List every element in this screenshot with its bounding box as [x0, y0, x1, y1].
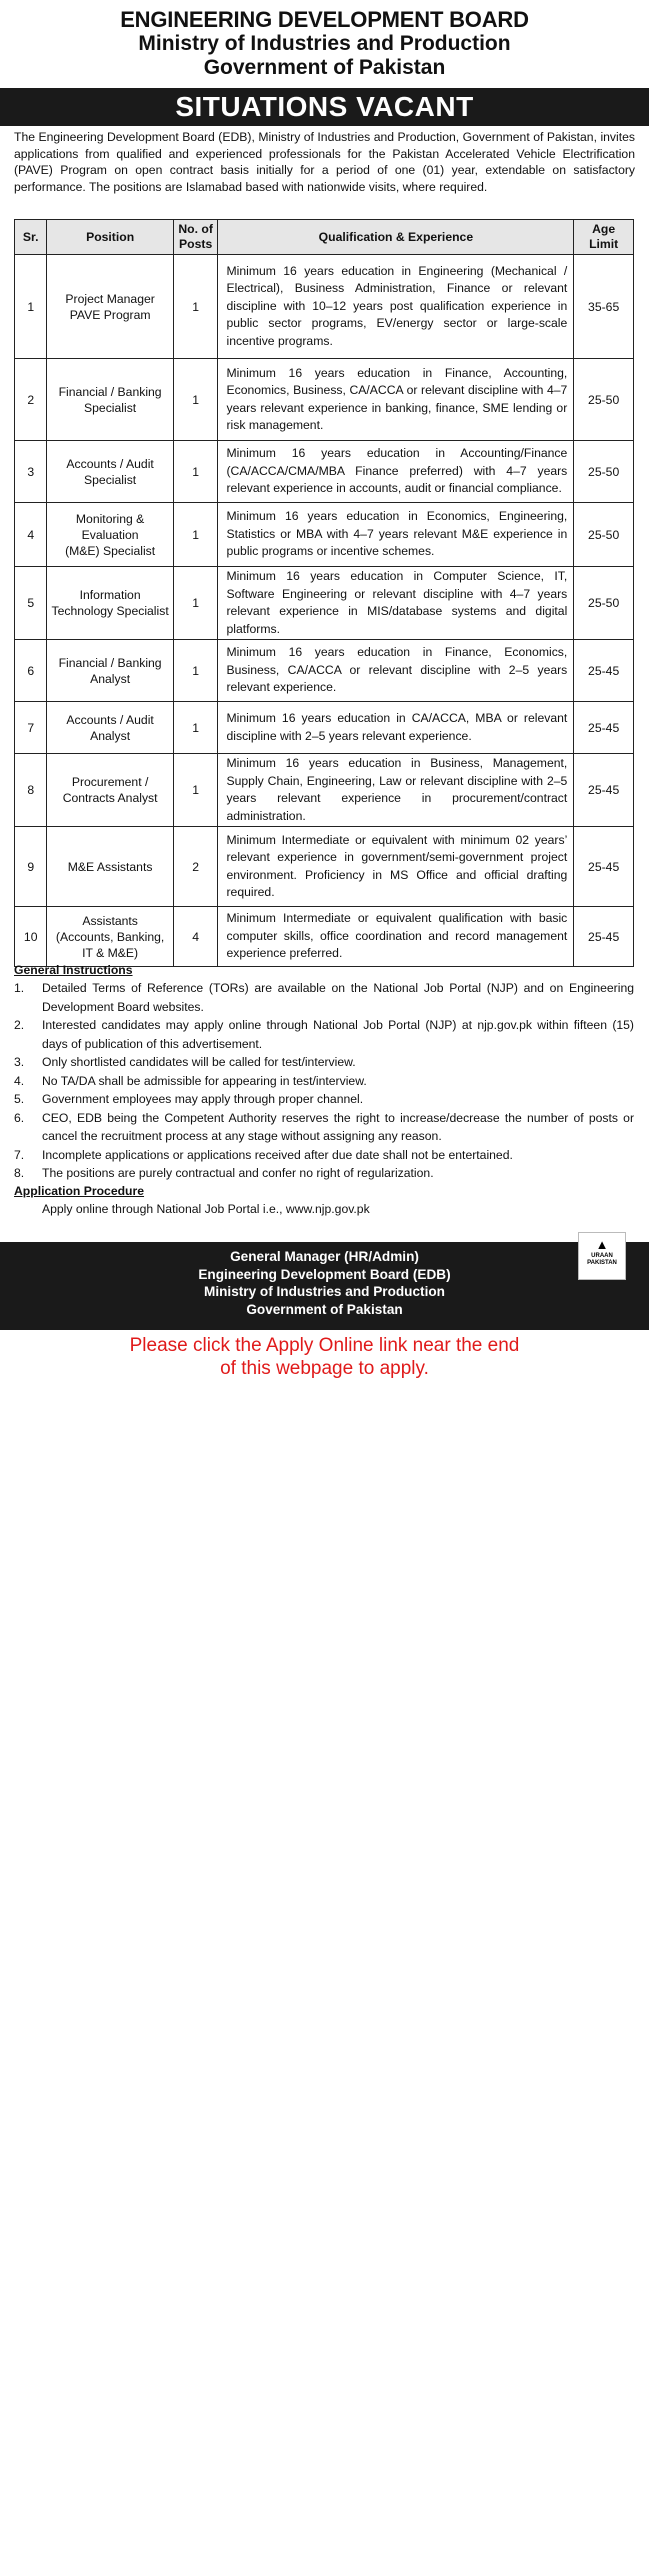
- table-row: [15, 702, 634, 754]
- position-line: Procurement /: [71, 775, 149, 789]
- row-position: [47, 907, 173, 967]
- header-position: Position: [47, 220, 173, 255]
- list-item-number: 1.: [14, 981, 25, 995]
- apply-note-line1: Please click the Apply Online link near the end: [129, 1335, 520, 1356]
- table-row: [15, 441, 634, 503]
- header-posts-line1: No. of: [178, 222, 213, 236]
- row-sr: 1: [15, 255, 47, 359]
- apply-note-line2: of this webpage to apply.: [220, 1358, 429, 1379]
- position-line: Accounts / Audit: [66, 712, 154, 727]
- list-item-text: CEO, EDB being the Competent Authority reserves the right to increase/decrease the number of posts or cancel the recruitment process at any stage without assigning any reason.: [42, 1110, 634, 1143]
- list-item-text: The positions are purely contractual and confer no right of regularization.: [42, 1166, 434, 1180]
- row-position: [47, 255, 173, 359]
- position-line: Analyst: [90, 728, 131, 743]
- row-qualification: Minimum Intermediate or equivalent with minimum 02 years’ relevant experience in government/semi-government project environment. Proficiency in MS Office and official drafting required.: [218, 827, 574, 907]
- row-age-limit: 25-45: [574, 702, 634, 754]
- row-sr: 7: [15, 702, 47, 754]
- footer-government: Government of Pakistan: [246, 1301, 403, 1317]
- advert-header: [0, 0, 649, 80]
- table-row: [15, 567, 634, 640]
- row-qualification: Minimum 16 years education in Engineering (Mechanical / Electrical), Business Administration, Finance or relevant discipline with 10–12 years post qualification experience in public sector programs, EV/energy sector or large-scale incentive programs.: [218, 255, 574, 359]
- list-item: [14, 1072, 634, 1091]
- row-qualification: Minimum 16 years education in Computer Science, IT, Software Engineering or relevant discipline with 4–7 years relevant experience in MIS/database systems and digital platforms.: [218, 567, 574, 640]
- situations-vacant-banner: SITUATIONS VACANT: [0, 88, 649, 126]
- list-item: [14, 979, 634, 1016]
- position-line: Contracts Analyst: [62, 791, 158, 805]
- row-position: [47, 441, 173, 503]
- pid-number: PID(I)9608/25: [567, 2556, 633, 2568]
- list-item-number: 8.: [14, 1166, 25, 1180]
- position-line: Analyst: [90, 671, 131, 686]
- list-item-text: Interested candidates may apply online through National Job Portal (NJP) at njp.gov.pk within fifteen (15) days of publication of this advertisement.: [42, 1018, 634, 1051]
- table-row: [15, 907, 634, 967]
- table-row: [15, 255, 634, 359]
- row-posts: 1: [173, 503, 218, 567]
- header-age-line2: Limit: [589, 237, 619, 251]
- table-row: [15, 754, 634, 827]
- footer-ministry: Ministry of Industries and Production: [204, 1284, 445, 1299]
- position-line: M&E Assistants: [67, 859, 153, 874]
- vacancies-table: [14, 219, 634, 967]
- header-posts: [173, 220, 218, 255]
- position-line: Accounts / Audit: [66, 456, 154, 471]
- position-line: Financial / Banking: [58, 655, 162, 670]
- runner-logo-icon: ▲: [595, 1237, 609, 1252]
- position-line: Project Manager: [65, 291, 155, 306]
- table-header-row: [15, 220, 634, 255]
- row-age-limit: 25-50: [574, 503, 634, 567]
- table-row: [15, 359, 634, 441]
- position-line: IT & M&E): [82, 945, 139, 960]
- row-posts: 1: [173, 702, 218, 754]
- header-age: [574, 220, 634, 255]
- row-posts: 2: [173, 827, 218, 907]
- logo-text-line2: PAKISTAN: [587, 1260, 617, 1266]
- header-posts-line2: Posts: [179, 237, 213, 251]
- ministry-name: Ministry of Industries and Production: [138, 32, 511, 55]
- org-name: ENGINEERING DEVELOPMENT BOARD: [120, 7, 529, 32]
- position-line: (M&E) Specialist: [65, 543, 156, 558]
- footer-org: Engineering Development Board (EDB): [198, 1266, 451, 1282]
- apply-online-note: [0, 1334, 649, 1380]
- row-posts: 1: [173, 754, 218, 827]
- position-line: Monitoring &: [75, 511, 145, 526]
- instructions-list: [14, 979, 634, 1183]
- row-position: [47, 567, 173, 640]
- list-item-text: Government employees may apply through proper channel.: [42, 1092, 364, 1106]
- row-sr: 2: [15, 359, 47, 441]
- row-qualification: Minimum 16 years education in Business, Management, Supply Chain, Engineering, Law or relevant discipline with 2–5 years relevant experience in procurement/contract administration.: [218, 754, 574, 827]
- row-posts: 1: [173, 359, 218, 441]
- application-procedure-title: Application Procedure: [14, 1183, 145, 1198]
- list-item-text: Only shortlisted candidates will be called for test/interview.: [42, 1055, 356, 1069]
- row-position: [47, 702, 173, 754]
- position-line: Information: [79, 588, 141, 602]
- list-item-text: Incomplete applications or applications received after due date shall not be entertained.: [42, 1147, 513, 1162]
- list-item-text: Detailed Terms of Reference (TORs) are available on the National Job Portal (NJP) and on Engineering Development Board websites.: [42, 981, 634, 1014]
- logo-text-line1: URAAN: [591, 1253, 613, 1259]
- row-age-limit: 35-65: [574, 255, 634, 359]
- row-posts: 4: [173, 907, 218, 967]
- list-item: [14, 1164, 634, 1183]
- row-sr: 3: [15, 441, 47, 503]
- header-sr: Sr.: [15, 220, 47, 255]
- list-item-text: No TA/DA shall be admissible for appearing in test/interview.: [42, 1073, 367, 1088]
- position-line: Specialist: [84, 472, 137, 487]
- header-age-line1: Age: [592, 222, 616, 236]
- row-position: [47, 754, 173, 827]
- position-line: Technology Specialist: [51, 604, 169, 618]
- row-qualification: Minimum 16 years education in Accounting/Finance (CA/ACCA/CMA/MBA Finance preferred) with 4–7 years relevant experience in accounts, audit or financial compliance.: [218, 441, 574, 503]
- application-procedure-text: Apply online through National Job Portal i.e., www.njp.gov.pk: [42, 1201, 370, 1216]
- list-item: [14, 1090, 634, 1109]
- list-item-number: 4.: [14, 1073, 25, 1088]
- row-posts: 1: [173, 640, 218, 702]
- header-qualification: Qualification & Experience: [218, 220, 574, 255]
- position-line: (Accounts, Banking,: [55, 929, 165, 944]
- row-qualification: Minimum 16 years education in Finance, Economics, Business, CA/ACCA or relevant discipline with 2–5 years relevant experience.: [218, 640, 574, 702]
- position-line: Specialist: [84, 400, 137, 415]
- list-item: [14, 1053, 634, 1072]
- row-position: [47, 827, 173, 907]
- list-item: [14, 1146, 634, 1165]
- list-item: [14, 1016, 634, 1053]
- position-line: Evaluation: [81, 527, 139, 542]
- list-item-number: 7.: [14, 1147, 25, 1162]
- table-row: [15, 640, 634, 702]
- row-qualification: Minimum Intermediate or equivalent qualification with basic computer skills, office coordination and record management experience preferred.: [218, 907, 574, 967]
- footer-designation: General Manager (HR/Admin): [230, 1249, 419, 1264]
- row-age-limit: 25-50: [574, 359, 634, 441]
- list-item-number: 6.: [14, 1110, 25, 1125]
- table-row: [15, 503, 634, 567]
- list-item-number: 2.: [14, 1018, 25, 1032]
- row-age-limit: 25-45: [574, 907, 634, 967]
- row-qualification: Minimum 16 years education in Economics, Engineering, Statistics or MBA with 4–7 years relevant M&E experience in public programs or incentive schemes.: [218, 503, 574, 567]
- row-age-limit: 25-45: [574, 754, 634, 827]
- row-posts: 1: [173, 441, 218, 503]
- row-sr: 8: [15, 754, 47, 827]
- row-posts: 1: [173, 255, 218, 359]
- general-instructions-title: General Instructions: [14, 963, 133, 977]
- row-age-limit: 25-50: [574, 441, 634, 503]
- row-position: [47, 503, 173, 567]
- row-age-limit: 25-45: [574, 640, 634, 702]
- government-name: Government of Pakistan: [203, 56, 446, 79]
- row-age-limit: 25-45: [574, 827, 634, 907]
- row-sr: 4: [15, 503, 47, 567]
- table-row: [15, 827, 634, 907]
- row-sr: 10: [15, 907, 47, 967]
- list-item-number: 3.: [14, 1055, 25, 1069]
- row-age-limit: 25-50: [574, 567, 634, 640]
- instructions-section: [14, 962, 634, 1218]
- row-qualification: Minimum 16 years education in Finance, Accounting, Economics, Business, CA/ACCA or relevant discipline with 4–7 years relevant experience in banking, finance, SME lending or risk management.: [218, 359, 574, 441]
- row-sr: 5: [15, 567, 47, 640]
- row-sr: 6: [15, 640, 47, 702]
- list-item: [14, 1109, 634, 1146]
- row-position: [47, 359, 173, 441]
- intro-paragraph: The Engineering Development Board (EDB), Ministry of Industries and Production, Government of Pakistan, invites applications from qualified and experienced professionals for the Pakistan Accelerated Vehicle Electrification (PAVE) Program on open contract basis initially for a period of one (01) year, extendable on satisfactory performance. The positions are Islamabad based with nationwide visits, where required.: [14, 130, 635, 194]
- position-line: PAVE Program: [69, 307, 151, 322]
- position-line: Financial / Banking: [58, 384, 162, 399]
- row-qualification: Minimum 16 years education in CA/ACCA, MBA or relevant discipline with 2–5 years relevant experience.: [218, 702, 574, 754]
- position-line: Assistants: [82, 913, 138, 928]
- row-posts: 1: [173, 567, 218, 640]
- uraan-pakistan-logo: [578, 1232, 626, 1280]
- row-position: [47, 640, 173, 702]
- list-item-number: 5.: [14, 1092, 25, 1106]
- row-sr: 9: [15, 827, 47, 907]
